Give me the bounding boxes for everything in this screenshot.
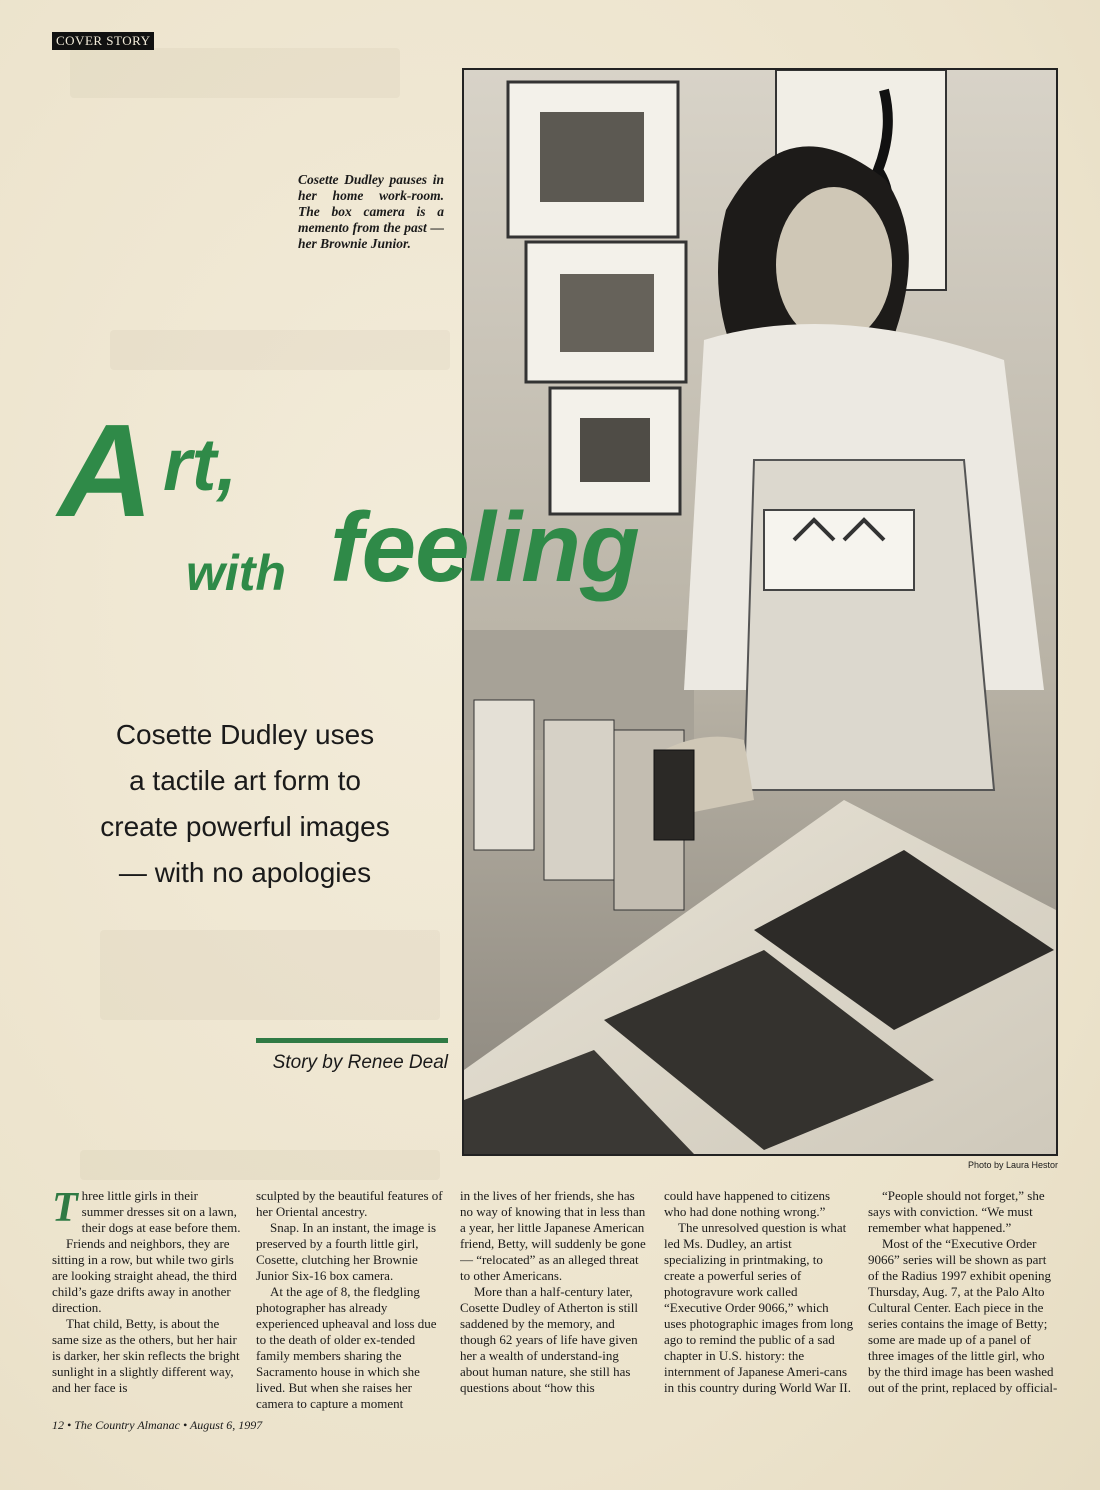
paragraph: “People should not forget,” she says with conviction. “We must remember what happened.” [868, 1188, 1045, 1235]
deck-subhead [90, 712, 400, 896]
headline-initial: A [58, 397, 150, 544]
byline-rule [256, 1038, 448, 1043]
section-tag: COVER STORY [52, 32, 154, 50]
drop-cap: T [52, 1188, 78, 1231]
bleed-through-block [110, 330, 450, 370]
headline-word-with: with [186, 545, 286, 601]
body-column-4 [664, 1188, 854, 1418]
page-folio: 12 • The Country Almanac • August 6, 1997 [52, 1418, 263, 1432]
body-column-1 [52, 1188, 242, 1418]
paragraph: Snap. In an instant, the image is preserved by a fourth little girl, Cosette, clutching her Brownie Junior Six-16 box camera. [256, 1220, 437, 1283]
photo-illustration [464, 70, 1056, 1154]
paragraph: could have happened to citizens who had done nothing wrong.” [664, 1188, 831, 1219]
paragraph-text: hree little girls in their summer dresses sit on a lawn, their dogs at ease before them. [81, 1188, 241, 1235]
photo-caption: Cosette Dudley pauses in her home work-room. The box camera is a memento from the past — her Brownie Junior. [298, 172, 444, 251]
paragraph: At the age of 8, the fledgling photographer has already experienced upheaval and loss due to the death of older ex-tended family members sharing the Sacramento house in which she lived. But when she raises her camera to capture a moment [256, 1284, 437, 1411]
body-column-3 [460, 1188, 650, 1418]
deck-line: a tactile art form to [129, 765, 361, 796]
headline-word-feeling: feeling [330, 492, 639, 602]
deck-line: Cosette Dudley uses [115, 719, 375, 750]
bleed-through-block [70, 48, 400, 98]
bleed-through-block [80, 1150, 440, 1180]
paragraph: That child, Betty, is about the same size as the others, but her hair is darker, her skin reflects the bright sunlight in a slightly different way, and her face is [52, 1316, 240, 1395]
paragraph: Most of the “Executive Order 9066” series will be shown as part of the Radius 1997 exhibit opening Thursday, Aug. 7, at the Palo Alto Cultural Center. Each piece in the series contains the image of Betty; some are made up of a panel of three images of the little girl, who by the third image has been washed out of the print, replaced by official- [868, 1236, 1058, 1395]
deck-line: create powerful images [100, 811, 390, 842]
paragraph: Friends and neighbors, they are sitting in a row, but while two girls are looking straight ahead, the third child’s gaze drifts away in another direction. [52, 1236, 237, 1315]
bleed-through-block [100, 930, 440, 1020]
paragraph: sculpted by the beautiful features of her Oriental ancestry. [256, 1188, 443, 1219]
paragraph: The unresolved question is what led Ms. Dudley, an artist specializing in printmaking, to create a powerful series of photogravure work called “Executive Order 9066,” which uses photographic images from long ago to remind the public of a sad chapter in U.S. history: the internment of Japanese Ameri-cans in this country during World War II. [664, 1220, 854, 1395]
headline-word-art: rt, [163, 423, 237, 506]
photo-credit: Photo by Laura Hestor [967, 1160, 1058, 1170]
body-column-5 [868, 1188, 1058, 1418]
deck-line: — with no apologies [118, 857, 372, 888]
paragraph: More than a half-century later, Cosette Dudley of Atherton is still saddened by the memory, and though 62 years of life have given her a wealth of understand-ing about human nature, she still has questions about “how this [460, 1284, 639, 1395]
body-column-2 [256, 1188, 446, 1418]
byline: Story by Renee Deal [272, 1052, 448, 1073]
paragraph [52, 1188, 242, 1236]
paragraph: in the lives of her friends, she has no way of knowing that in less than a year, her little Japanese American friend, Betty, will suddenly be gone — “relocated” as an alleged threat to other Americans. [460, 1188, 646, 1283]
feature-photo [462, 68, 1058, 1156]
